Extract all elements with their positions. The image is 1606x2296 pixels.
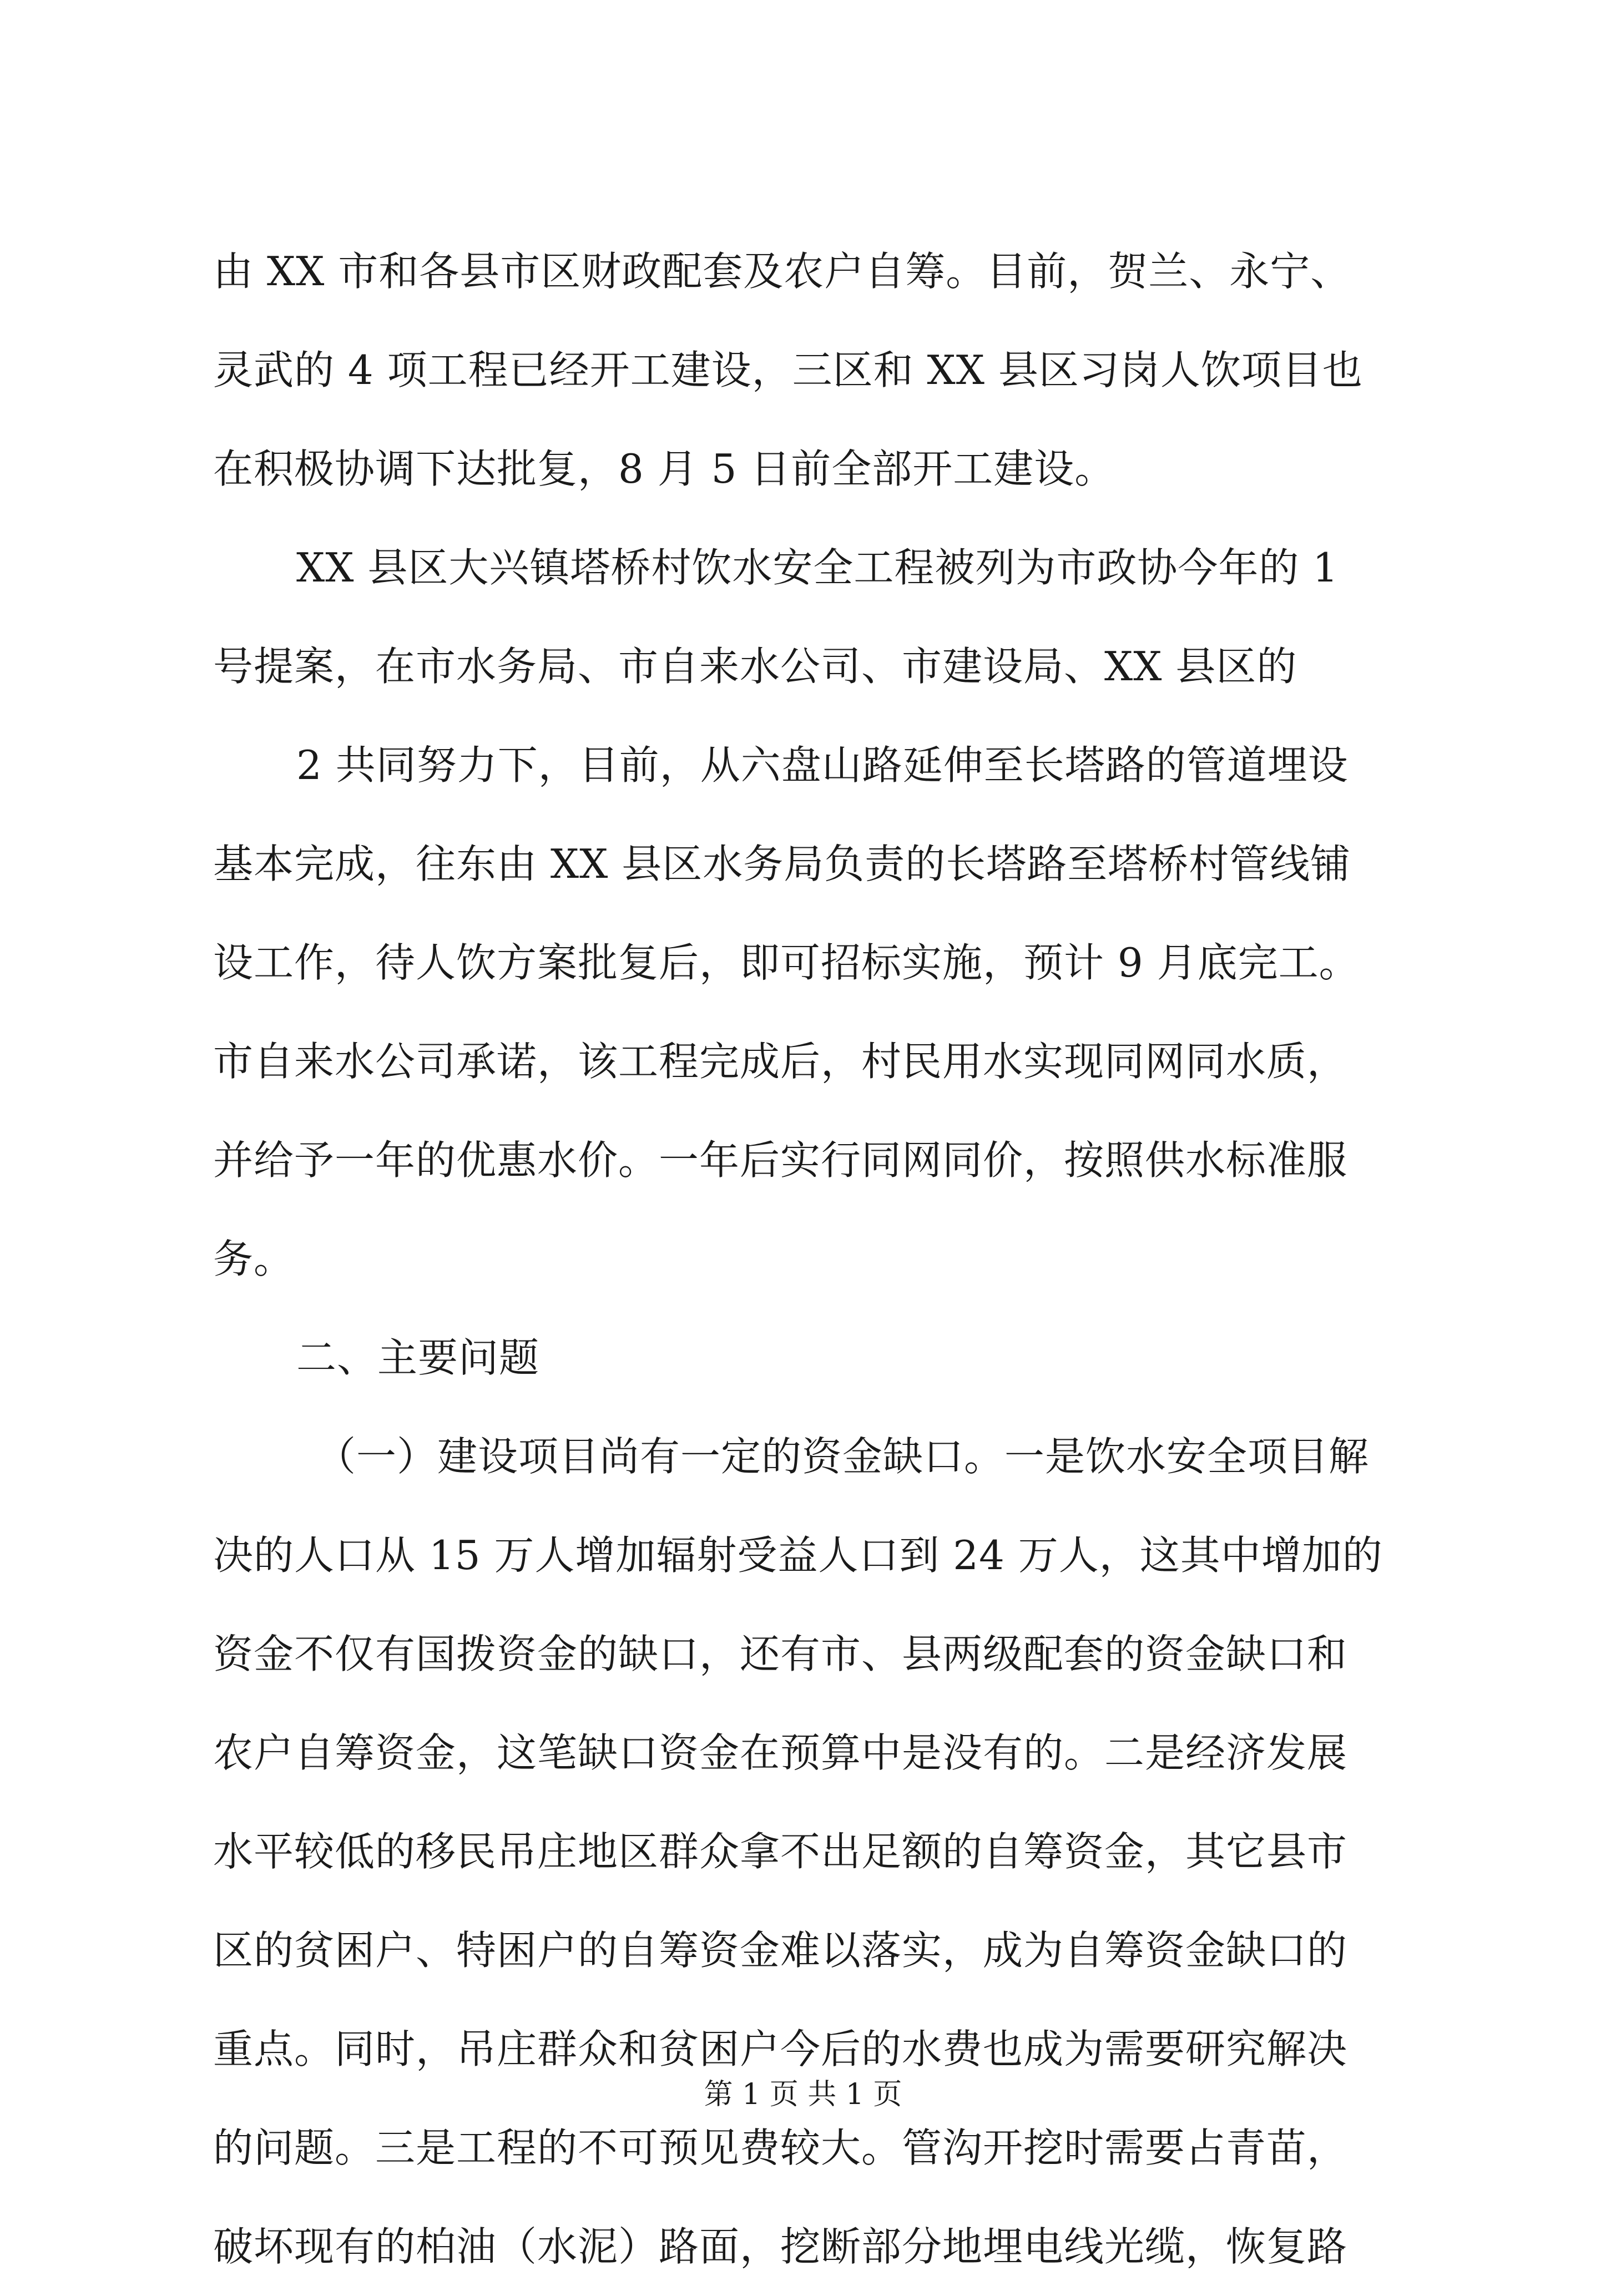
- text-line: 灵武的 4 项工程已经开工建设，三区和 XX 县区习岗人饮项目也: [213, 347, 1363, 393]
- text-line: 由 XX 市和各县市区财政配套及农户自筹。目前，贺兰、永宁、: [213, 248, 1351, 295]
- text-line: 水平较低的移民吊庄地区群众拿不出足额的自筹资金，其它县市: [213, 1828, 1348, 1875]
- section-heading: 二、主要问题: [296, 1334, 540, 1381]
- document-body: [213, 222, 1412, 2296]
- text-line: 农户自筹资金，这笔缺口资金在预算中是没有的。二是经济发展: [213, 1729, 1348, 1776]
- text-line: （一）建设项目尚有一定的资金缺口。一是饮水安全项目解: [316, 1433, 1370, 1480]
- text-line: 2 共同努力下，目前，从六盘山路延伸至长塔路的管道埋设: [296, 742, 1349, 788]
- text-line: 区的贫困户、特困户的自筹资金难以落实，成为自筹资金缺口的: [213, 1927, 1348, 1974]
- text-line: 设工作，待人饮方案批复后，即可招标实施，预计 9 月底完工。: [213, 939, 1360, 986]
- text-line: 号提案，在市水务局、市自来水公司、市建设局、XX 县区的: [213, 643, 1297, 690]
- text-line: 并给予一年的优惠水价。一年后实行同网同价，按照供水标准服: [213, 1137, 1348, 1184]
- text-line: XX 县区大兴镇塔桥村饮水安全工程被列为市政协今年的 1: [296, 544, 1339, 591]
- text-line: 基本完成，往东由 XX 县区水务局负责的长塔路至塔桥村管线铺: [213, 841, 1351, 887]
- text-line: 重点。同时，吊庄群众和贫困户今后的水费也成为需要研究解决: [213, 2026, 1348, 2072]
- text-line: 市自来水公司承诺，该工程完成后，村民用水实现同网同水质，: [213, 1038, 1348, 1085]
- text-line: 的问题。三是工程的不可预见费较大。管沟开挖时需要占青苗，: [213, 2125, 1348, 2171]
- text-line: 资金不仅有国拨资金的缺口，还有市、县两级配套的资金缺口和: [213, 1631, 1348, 1677]
- text-line: 破坏现有的柏油（水泥）路面，挖断部分地埋电线光缆，恢复路: [213, 2223, 1348, 2270]
- page-footer: 第 1 页 共 1 页: [704, 2078, 902, 2111]
- text-line: 在积极协调下达批复，8 月 5 日前全部开工建设。: [213, 446, 1115, 492]
- text-line: 务。: [213, 1236, 295, 1282]
- text-line: 决的人口从 15 万人增加辐射受益人口到 24 万人，这其中增加的: [213, 1532, 1383, 1579]
